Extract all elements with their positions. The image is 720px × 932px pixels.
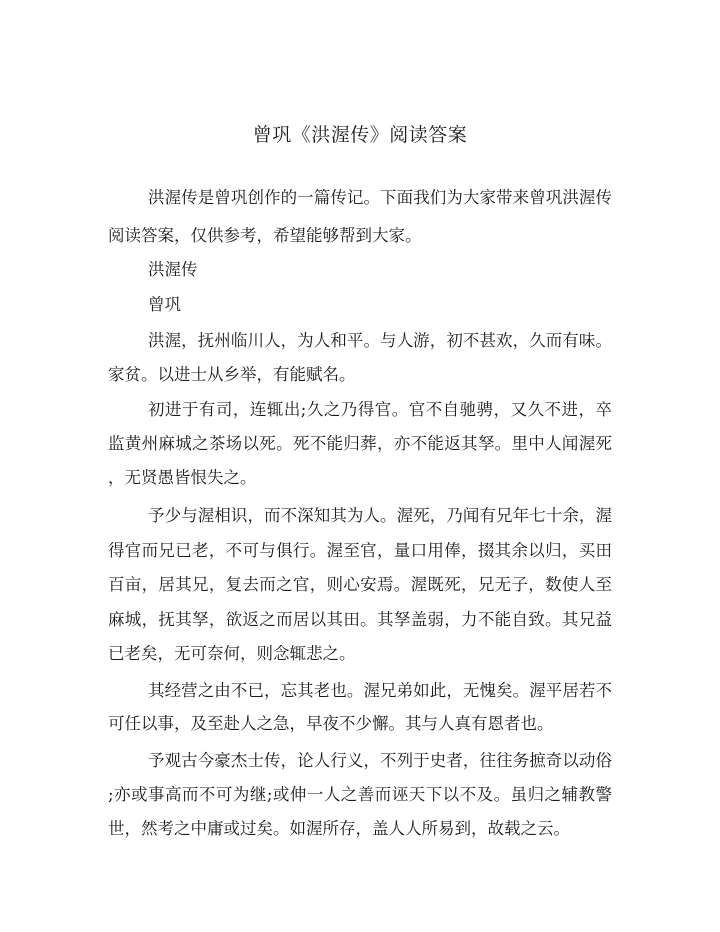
document-title: 曾巩《洪渥传》阅读答案 xyxy=(252,124,468,146)
paragraph-4-line-1: 其经营之由不已，忘其老也。渥兄弟如此，无愧矣。渥平居若不 xyxy=(148,681,612,700)
paragraph-2-line-1: 初进于有司，连辄出;久之乃得官。官不自驰骋，又久不进，卒 xyxy=(148,400,612,419)
paragraph-3-line-2: 得官而兄已老，不可与俱行。渥至官，量口用俸，掇其余以归，买田 xyxy=(108,541,612,560)
paragraph-5-line-1: 予观古今豪杰士传，论人行义，不列于史者，往往务摭奇以动俗 xyxy=(148,751,612,770)
paragraph-5-line-3: 世，然考之中庸或过矣。如渥所存，盖人人所易到，故载之云。 xyxy=(108,819,570,838)
paragraph-4-line-2: 可任以事，及至赴人之急，早夜不少懈。其与人真有恩者也。 xyxy=(108,714,554,733)
paragraph-2-line-2: 监黄州麻城之茶场以死。死不能归葬，亦不能返其孥。里中人闻渥死 xyxy=(108,434,612,453)
paragraph-5-line-2: ;亦或事高而不可为继;或伸一人之善而诬天下以不及。虽归之辅教警 xyxy=(108,785,612,804)
paragraph-1-line-2: 家贫。以进士从乡举，有能赋名。 xyxy=(108,365,356,384)
intro-line-2: 阅读答案，仅供参考，希望能够帮到大家。 xyxy=(108,226,422,245)
paragraph-1-line-1: 洪渥，抚州临川人，为人和平。与人游，初不甚欢，久而有味。 xyxy=(148,331,612,350)
paragraph-3-line-1: 予少与渥相识，而不深知其为人。渥死，乃闻有兄年七十余，渥 xyxy=(148,506,612,525)
paragraph-3-line-3: 百亩，居其兄，复去而之官，则心安焉。渥既死，兄无子，数使人至 xyxy=(108,575,612,594)
author-name: 曾巩 xyxy=(148,295,181,314)
work-title: 洪渥传 xyxy=(148,260,198,279)
paragraph-2-line-3: ，无贤愚皆恨失之。 xyxy=(108,468,257,487)
intro-line-1: 洪渥传是曾巩创作的一篇传记。下面我们为大家带来曾巩洪渥传 xyxy=(148,188,612,207)
paragraph-3-line-4: 麻城，抚其孥，欲返之而居以其田。其孥盖弱，力不能自致。其兄益 xyxy=(108,610,612,629)
paragraph-3-line-5: 已老矣，无可奈何，则念辄悲之。 xyxy=(108,644,356,663)
